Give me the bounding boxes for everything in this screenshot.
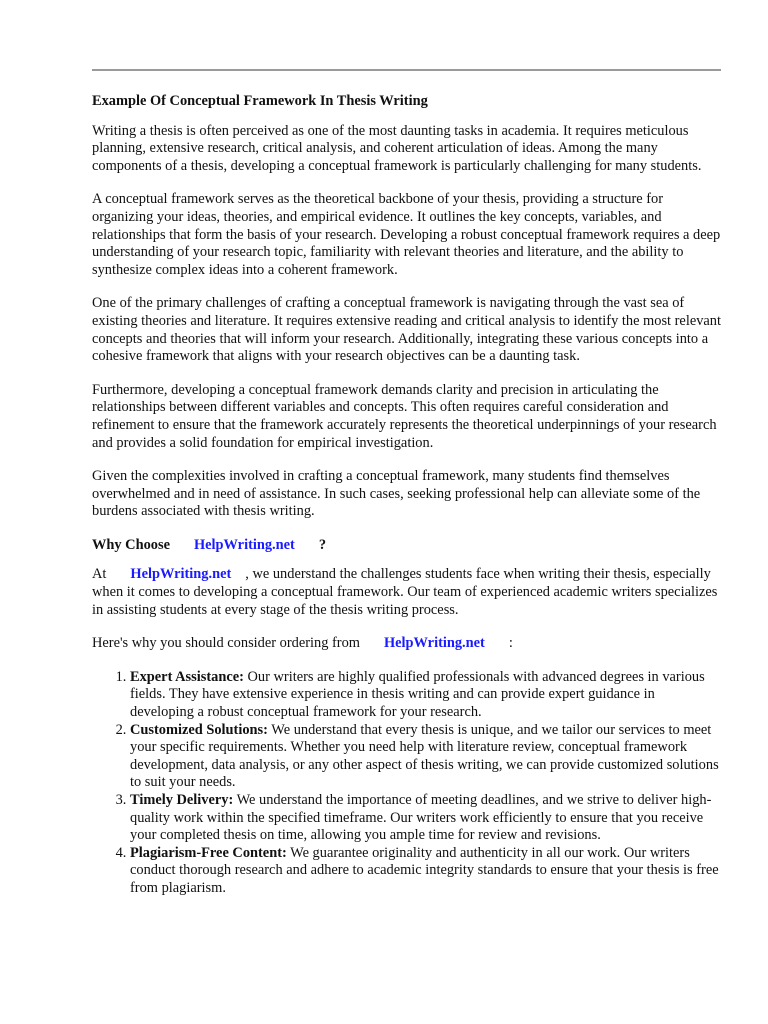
- why-choose-prefix: Why Choose: [92, 536, 170, 553]
- reason-text-timely: We understand the importance of meeting deadlines, and we strive to deliver high-quality work within the specified timeframe. Our writers work efficiently to ensure that you receive your completed thesis on time, allowing you ample time for review and revisions.: [130, 792, 712, 844]
- document-body: [92, 93, 722, 898]
- why-choose-suffix: ?: [318, 536, 327, 553]
- paragraph-intro: Writing a thesis is often perceived as one of the most daunting tasks in academia. It requires meticulous planning, extensive research, critical analysis, and coherent articulation of ideas. Among the many components of a thesis, developing a conceptual framework is particularly challenging for many students.: [92, 122, 702, 174]
- list-item: [130, 669, 722, 722]
- at-prefix: At: [92, 566, 107, 583]
- reasons-list: [92, 669, 722, 898]
- reason-text-plagiarism: We guarantee originality and authenticity in all our work. Our writers conduct thorough research and adhere to academic integrity standards to ensure that your thesis is free from plagiarism.: [130, 844, 719, 896]
- list-item: [130, 845, 722, 898]
- paragraph-challenges: One of the primary challenges of crafting a conceptual framework is navigating through the vast sea of existing theories and literature. It requires extensive reading and critical analysis to identify the most relevant concepts and theories that will inform your research. Additionally, integrating these various concepts into a cohesive framework that aligns with your research objectives can be a daunting task.: [92, 295, 721, 365]
- ordering-prefix: Here's why you should consider ordering from: [92, 635, 360, 652]
- paragraph-at-helpwriting: [92, 566, 722, 619]
- top-divider: [92, 69, 721, 71]
- list-item: [130, 792, 722, 845]
- ordering-line: [92, 635, 722, 653]
- reason-title-plagiarism: Plagiarism-Free Content:: [130, 844, 287, 861]
- reason-title-customized: Customized Solutions:: [130, 721, 268, 738]
- paragraph-definition: A conceptual framework serves as the theoretical backbone of your thesis, providing a structure for organizing your ideas, theories, and empirical evidence. It outlines the key concepts, variables, and relationships that form the basis of your research. Developing a robust conceptual framework requires a deep understanding of your research topic, familiarity with relevant theories and literature, and the ability to synthesize complex ideas into a coherent framework.: [92, 191, 721, 278]
- helpwriting-link-heading[interactable]: HelpWriting.net: [193, 536, 295, 553]
- reason-title-expert: Expert Assistance:: [130, 668, 244, 685]
- reason-text-customized: We understand that every thesis is unique, and we tailor our services to meet your specific requirements. Whether you need help with literature review, conceptual framework development, data analysis, or any other aspect of thesis writing, we can provide customized solutions to suit your needs.: [130, 721, 719, 791]
- ordering-suffix: :: [508, 635, 513, 652]
- why-choose-heading: [92, 537, 722, 555]
- list-item: [130, 722, 722, 792]
- at-suffix: , we understand the challenges students face when writing their thesis, especially when it comes to developing a conceptual framework. Our team of experienced academic writers specializes in assisting students at every stage of the thesis writing process.: [92, 566, 718, 618]
- paragraph-complexities: Given the complexities involved in crafting a conceptual framework, many students find themselves overwhelmed and in need of assistance. In such cases, seeking professional help can alleviate some of the burdens associated with thesis writing.: [92, 468, 701, 520]
- reason-text-expert: Our writers are highly qualified professionals with advanced degrees in various fields. They have extensive experience in thesis writing and can provide expert guidance in developing a robust conceptual framework for your research.: [130, 668, 705, 721]
- helpwriting-link-at[interactable]: HelpWriting.net: [130, 566, 232, 583]
- paragraph-clarity: Furthermore, developing a conceptual framework demands clarity and precision in articulating the relationships between different variables and concepts. This often requires careful consideration and refinement to ensure that the framework accurately represents the theoretical underpinnings of your research and provides a solid foundation for empirical investigation.: [92, 381, 717, 451]
- helpwriting-link-ordering[interactable]: HelpWriting.net: [383, 635, 485, 652]
- document-title: Example Of Conceptual Framework In Thesis Writing: [92, 93, 428, 109]
- reason-title-timely: Timely Delivery:: [130, 792, 234, 808]
